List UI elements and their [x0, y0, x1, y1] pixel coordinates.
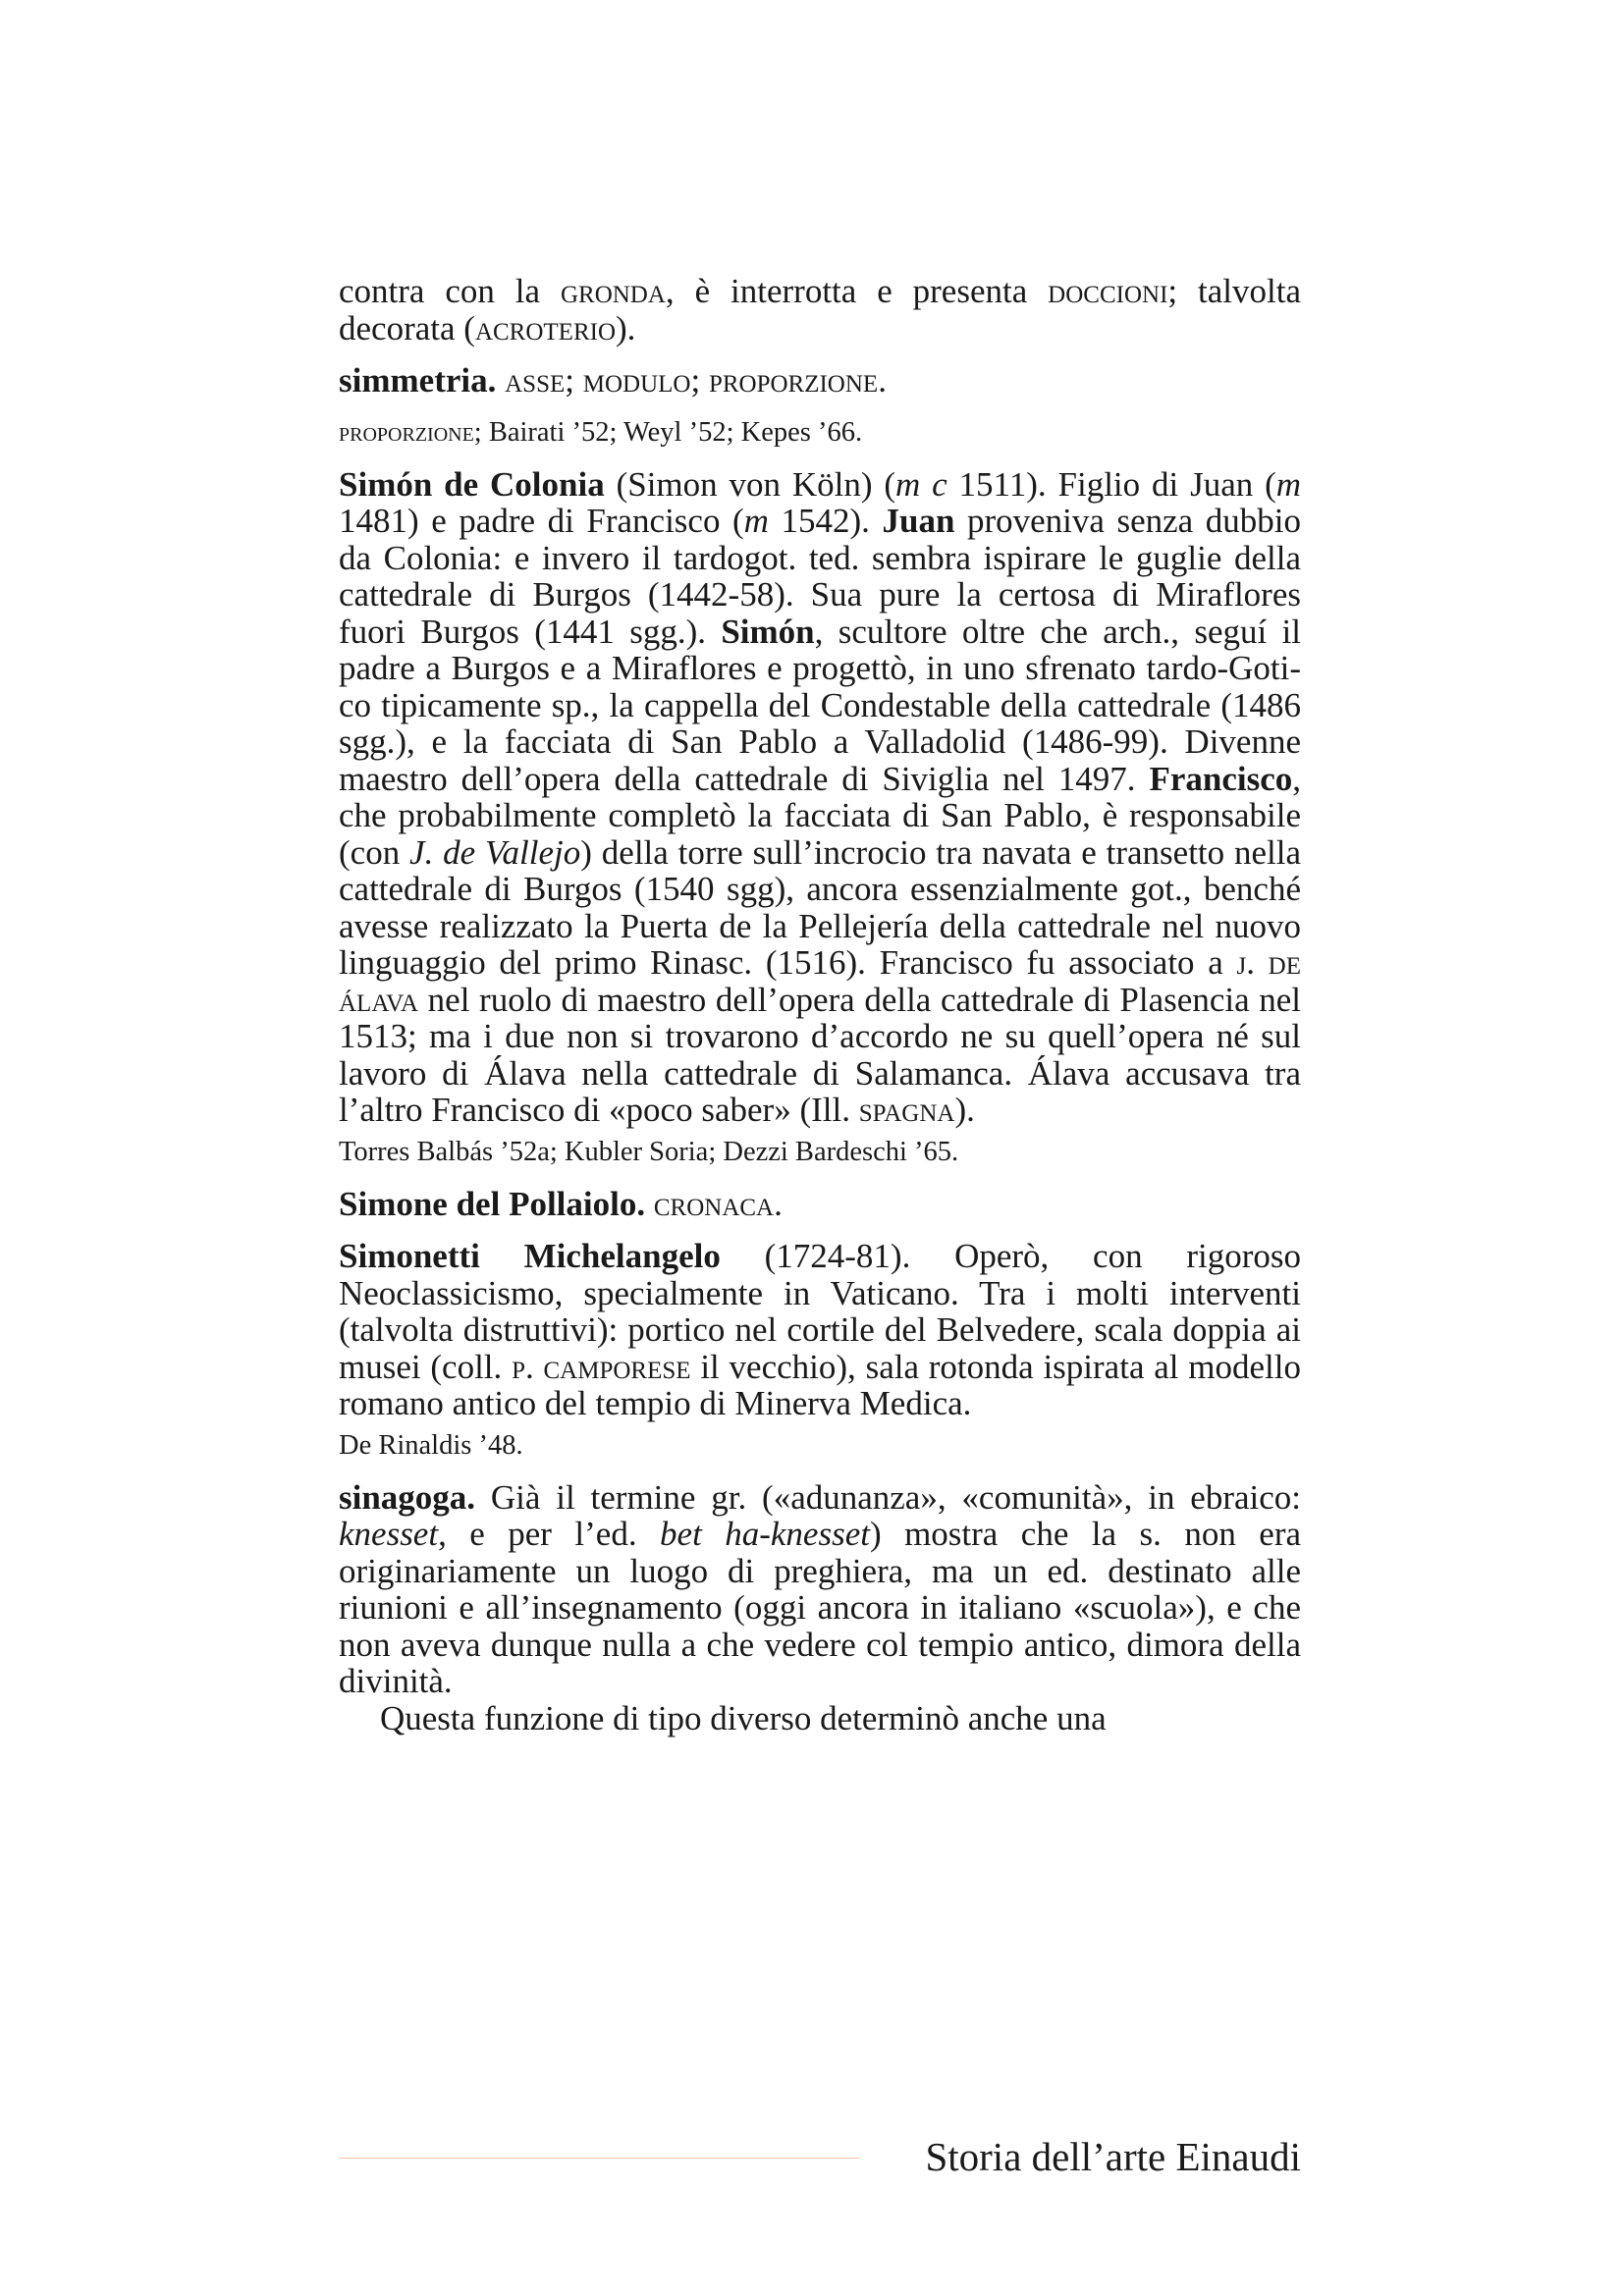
entry-headword: sinagoga.	[339, 1477, 476, 1517]
cross-reference: gronda	[560, 272, 666, 310]
footer-rule	[339, 2158, 859, 2159]
cross-reference: spagna	[858, 1091, 955, 1129]
entry-simmetria: simmetria. asse; modulo; proporzione.	[339, 361, 887, 400]
cross-reference: asse	[505, 361, 566, 400]
entry-headword: Simone del Pollaiolo.	[339, 1184, 646, 1223]
cross-reference: doccioni	[1048, 272, 1168, 310]
entry-simonetti-michelangelo: Simonetti Michelangelo (1724-81). Operò, con rigoroso Neoclassicismo, specialmente in Vaticano. Tra i molti interventi (talvolta distruttivi): portico nel cortile del Belvedere, scala doppia ai musei (coll. p. camporese il vecchio), sala rotonda ispirata al modello romano antico del tempio di Minerva Medica.	[339, 1237, 1301, 1422]
entry-sinagoga: sinagoga. Già il termine gr. («adunanza», «comunità», in ebraico: knesset, e per l’ed. bet ha-knesset) mostra che la s. non era originariamente un luogo di preghiera, ma un ed. destinato alle riunioni e all’insegnamento (oggi ancora in italiano «scuola»), e che non aveva dunque nulla a che vedere col tempio antico, dimora della divinità.	[339, 1477, 1302, 1700]
cross-reference: proporzione	[708, 361, 879, 400]
cross-reference: proporzione	[339, 416, 474, 448]
sub-headword: Francisco	[1149, 759, 1293, 798]
entry-headword: Simón de Colonia	[339, 464, 605, 504]
bibliography-simon-de-colonia: Torres Balbás ’52a; Kubler Soria; Dezzi Bardeschi ’65.	[339, 1136, 959, 1167]
cross-reference: acroterio	[474, 308, 616, 347]
footer-title: Storia dell’arte Einaudi	[925, 2134, 1301, 2179]
entry-sinagoga-continuation: Questa funzione di tipo diverso determinò anche una	[380, 1698, 1107, 1737]
entry-simone-del-pollaiolo: Simone del Pollaiolo. cronaca.	[339, 1184, 783, 1223]
cross-reference: modulo	[582, 361, 691, 400]
article-body	[339, 273, 1301, 1736]
entry-simon-de-colonia: Simón de Colonia (Simon von Köln) (m c 1511). Figlio di Juan (m 1481) e padre di Francisco (m 1542). Juan proveniva senza dubbio da Colonia: e invero il tardogot. ted. sembra ispirare le guglie della cattedrale di Burgos (1442-58). Sua pure la certosa di Miraflores fuori Burgos (1441 sgg.). Simón, scultore oltre che arch., seguí il padre a Burgos e a Miraflores e progettò, in uno sfrenato tardo-Gotico tipicamente sp., la cappella del Condestable della cattedrale (1486 sgg.), e la facciata di San Pablo a Valladolid (1486-99). Divenne maestro dell’opera della cattedrale di Siviglia nel 1497. Francisco, che probabilmente completò la facciata di San Pablo, è responsabile (con J. de Vallejo) della torre sull’incrocio tra navata e transetto nella cattedrale di Burgos (1540 sgg), ancora essenzialmente got., benché avesse realizzato la Puerta de la Pellejería della cattedrale nel nuovo linguaggio del primo Rinasc. (1516). Francisco fu associato a j. de álava nel ruolo di maestro dell’opera della cattedrale di Plasencia nel 1513; ma i due non si trovarono d’accordo ne su quell’opera né sul lavoro di Álava nella cattedrale di Salamanca. Álava accusava tra l’altro Francisco di «poco saber» (Ill. spagna).	[339, 464, 1302, 1129]
cross-reference: p. camporese	[512, 1347, 691, 1386]
entry-headword: simmetria.	[339, 361, 497, 400]
entry-headword: Simonetti Michelangelo	[339, 1237, 721, 1275]
bibliography-simmetria: proporzione; Bairati ’52; Weyl ’52; Kepes ’66.	[339, 416, 863, 448]
entry-continuation-gronda: contra con la gronda, è interrotta e presenta doccioni; talvolta decorata (acroterio).	[339, 272, 1301, 347]
sub-headword: Juan	[882, 502, 955, 540]
bibliography-simonetti: De Rinaldis ’48.	[339, 1429, 523, 1461]
sub-headword: Simón	[721, 612, 815, 651]
cross-reference: cronaca	[653, 1184, 775, 1223]
cross-reference: j. de álava	[339, 943, 1301, 1019]
